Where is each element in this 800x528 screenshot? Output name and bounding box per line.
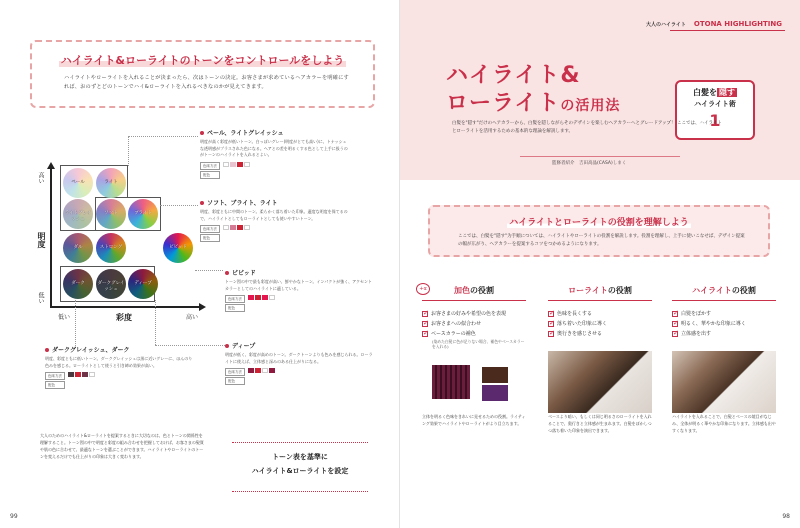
hair-swatch-brown: [482, 367, 508, 383]
tone-control-intro: ハイライトやローライトを入れることが決まったら、次はトーンの決定。お客さまが求めているヘアカラーを明確にすれば、おのずとどのトーンでハイ&ローライトを入れるべきなのかが見えてきます。: [64, 75, 349, 90]
checkbox-icon: [548, 311, 554, 317]
check-item: ✓ 明るく、華やかな印象に導く: [672, 319, 776, 329]
column-additive-color: [419, 285, 526, 495]
checkbox-icon: [422, 331, 428, 337]
right-page: [400, 0, 800, 528]
y-axis: [50, 168, 52, 308]
roles-header-box: [428, 205, 770, 257]
checkbox-icon: [422, 321, 428, 327]
column-highlight: [672, 285, 776, 495]
checkbox-icon: [672, 331, 678, 337]
desc-dark: ダークグレイッシュ、ダーク 明度、彩度ともに低いトーン。ダークグレイッシュは黒に近いグレーに、ほんのり色みを感じる。ローライトとして使うと引き締め効果が高い。 色味方法 配色: [45, 347, 193, 387]
column-body-text: ベースより暗い、もしくは同じ明るさのローライトを入れることで、奥行きと立体感が生まれます。白髪をぼかしつつ落ち着いた印象を演出できます。: [548, 414, 652, 433]
check-item-note: (染めた白髪に色が足りない場合、補色やベースカラーを入れる): [432, 339, 525, 349]
supervisor-rule: [520, 156, 680, 157]
series-badge: 白髪を 隠す ハイライト術 1: [675, 80, 755, 140]
column-body-text: ハイライトを入れることで、白髪とベースの境目がなじみ、全体が明るく華やかな印象になります。立体感も出やすくなります。: [672, 414, 776, 433]
column-head: 加色の役割: [422, 285, 526, 301]
tone-summary-box: トーン表を基準に ハイライト&ローライトを設定: [232, 442, 368, 492]
y-axis-label: 明度: [37, 232, 46, 248]
article-title-line2: ローライトの活用法: [446, 91, 621, 116]
article-lead: 白髪を"隠す"だけのヘアカラーから、白髪を隠しながらそのデザインを楽しむヘアカラーへとグレードアップ！ ここでは、ハイライトとローライトを活用するための基本的な理論を解説します。: [452, 121, 722, 134]
tone-wheel-bright: ブライト: [128, 199, 158, 229]
column-head: ローライトの役割: [548, 285, 652, 301]
x-axis: [50, 306, 200, 308]
tone-wheel-pale: ペール: [63, 168, 93, 198]
column-head: ハイライトの役割: [672, 285, 776, 301]
desc-deep: ディープ 明度が低く、彩度が高めのトーン。ダークトーンよりも色みを感じられる。ローライトに使えば、立体感と深みのある仕上がりになる。 色味方法 配色: [225, 343, 373, 383]
desc-vivid: ビビッド トーン図の中で最も彩度が高い、鮮やかなトーン。インパクトが強く、アクセントカラーとしてのハイライトに適している。 色味方法 配色: [225, 270, 373, 310]
tone-control-header-box: [30, 40, 375, 108]
check-item: ✓ 奥行きを感じさせる: [548, 329, 652, 339]
checkbox-icon: [672, 321, 678, 327]
hair-swatch-striped: [432, 365, 470, 399]
series-tag-underline: [670, 30, 785, 31]
check-item: ✓ お客さまへの似合わせ: [422, 319, 526, 329]
check-item: ✓ 立体感を出す: [672, 329, 776, 339]
supervisor-credit: 監修者紹介 吉田高晶(CASA)しまく: [552, 161, 627, 166]
roles-intro: ここでは、白髪を"隠す"为手順については、ハイライトやローライトの役割を解説します。役割を理解し、上手に使いこなせば、デザイン提案の幅が広がり、ヘアカラーを提案するコツをつかめるようになります。: [458, 234, 745, 247]
desc-soft: ソフト、ブライト、ライト 明度、彩度ともに中間のトーン。柔らかく落ち着いた印象。適度な明度を保てるので、ハイライトとしてもローライトとしても使いやすいトーン。 色味方法 配色: [200, 200, 348, 240]
connector-vivid: [195, 270, 223, 271]
connector-dark-v: [75, 300, 76, 348]
y-axis-high-label: 高い: [37, 172, 44, 184]
tone-wheel-light: ライト: [96, 168, 126, 198]
series-tag: 大人のハイライト OTONA HIGHLIGHTING: [646, 20, 782, 28]
tone-wheel-deep: ディープ: [128, 269, 158, 299]
check-item: ✓ 色味を長くする: [548, 309, 652, 319]
hair-swatch-purple: [482, 385, 508, 401]
checkbox-icon: [548, 321, 554, 327]
check-item: ✓ お客さまの好みや希望の色を表現: [422, 309, 526, 319]
tone-wheel-dark: ダーク: [63, 269, 93, 299]
column-lowlight: [548, 285, 652, 495]
check-item: ✓ 白髪をぼかす: [672, 309, 776, 319]
connector-deep-v: [155, 300, 156, 345]
y-axis-low-label: 低い: [37, 292, 44, 304]
connector-pale-v: [128, 136, 129, 166]
article-title-line1: ハイライト&: [446, 63, 581, 88]
page-number-left: 99: [10, 513, 18, 520]
roles-title: ハイライトとローライトの役割を理解しよう: [509, 218, 689, 228]
plus-alpha-icon: +α: [416, 283, 430, 295]
tone-wheel-vivid: ビビッド: [163, 233, 193, 263]
x-axis-arrow: [199, 303, 206, 311]
page-number-right: 98: [782, 513, 790, 520]
checkbox-icon: [672, 311, 678, 317]
column-body-text: 立体を明るく色味をきれいに見せるための役割。ライティング効果でハイライトやローライトがより目立ちます。: [422, 414, 526, 426]
tone-wheel-light-grayish: ライトグレイッシュ: [63, 199, 93, 229]
tone-body-text: 大人のためのハイライト&ローライトを提案するときに大切なのは、色とトーンの関係性を理解すること。トーン図の中で明度と彩度の組み合わせを把握しておけば、お客さまの髪質や肌の色に合わせて、最適なトーンを選ぶことができます。ハイライトやローライトのトーンを変えるだけでも仕上がりの印象は大きく変わります。: [40, 433, 204, 459]
connector-soft: [160, 205, 198, 206]
x-axis-high-label: 高い: [186, 314, 199, 321]
check-item: ✓ ベースカラーの補色: [422, 329, 526, 339]
highlight-application-photo: [672, 351, 776, 413]
tone-wheel-dark-grayish: ダークグレイッシュ: [96, 269, 126, 299]
tone-wheel-strong: ストロング: [96, 233, 126, 263]
tone-wheel-soft: ソフト: [96, 199, 126, 229]
connector-pale: [128, 136, 198, 137]
x-axis-low-label: 低い: [58, 314, 71, 321]
x-axis-label: 彩度: [116, 313, 132, 322]
check-item: ✓ 落ち着いた印象に導く: [548, 319, 652, 329]
checkbox-icon: [422, 311, 428, 317]
desc-pale: ペール、ライトグレイッシュ 明度が高く彩度が低いトーン。白っぽいグレー(明度がとても高い)に、トナッシュな透明感がプラスされた色になる。ヘアとの差を明るくする色として上手に扱うのがトーンのハイライトを入れるとよい。 色味方法 配色: [200, 130, 348, 177]
checkbox-icon: [548, 331, 554, 337]
lowlight-application-photo: [548, 351, 652, 413]
tone-control-title: ハイライト&ローライトのトーンをコントロールをしよう: [60, 54, 345, 67]
tone-wheel-dull: ダル: [63, 233, 93, 263]
